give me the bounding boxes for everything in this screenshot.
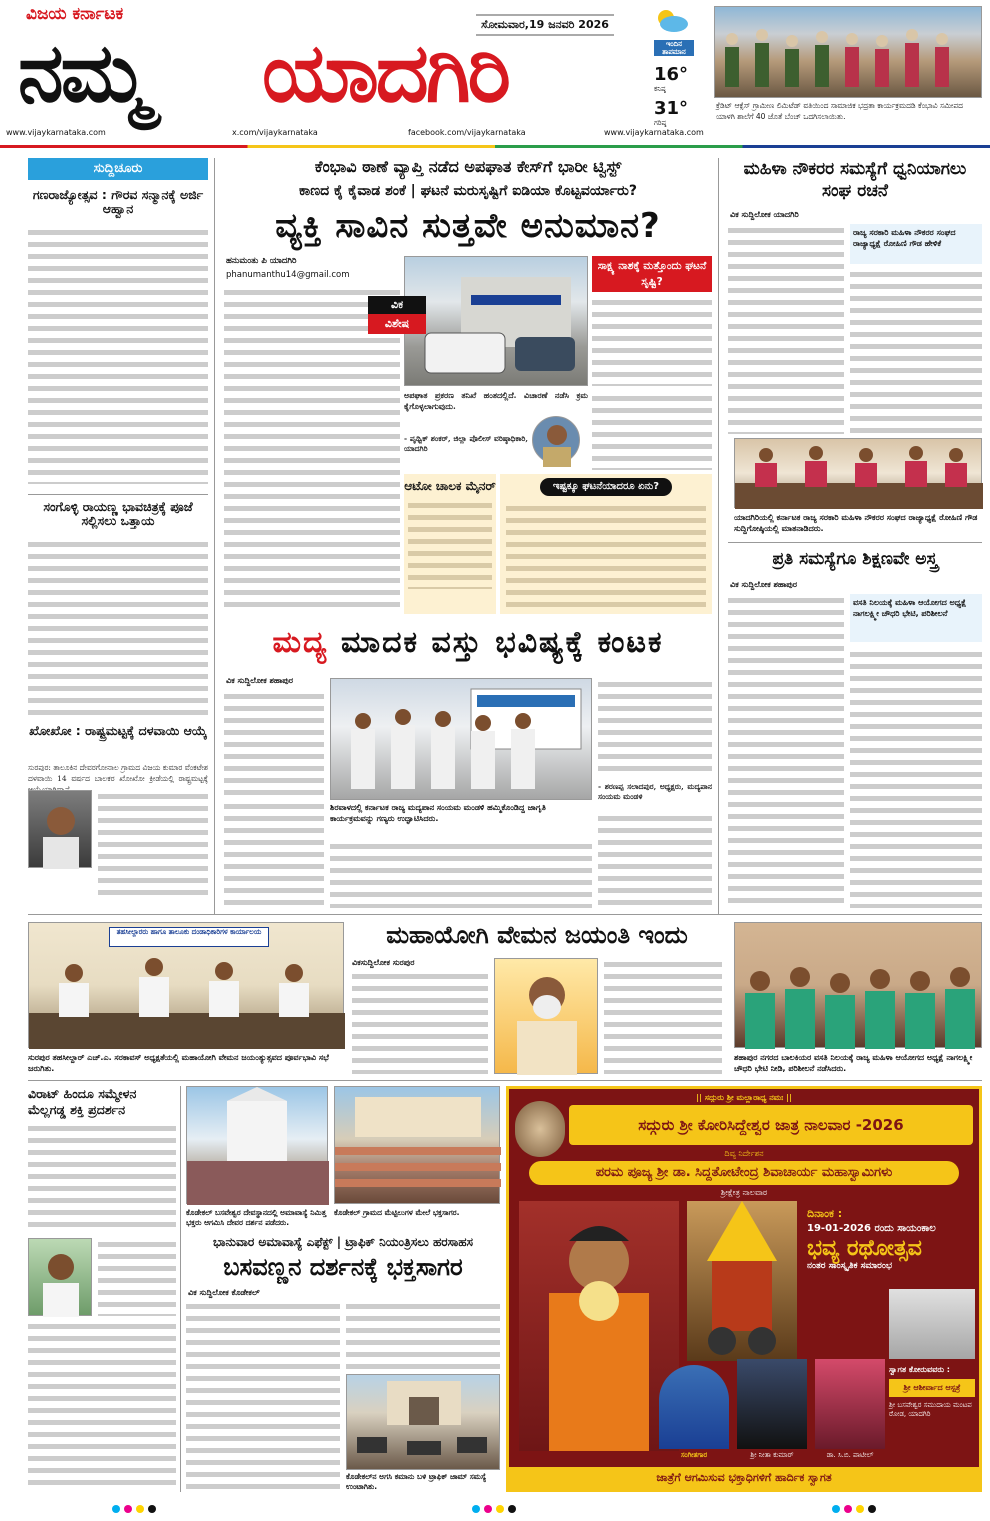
right-headline-2: ಪ್ರತಿ ಸಮಸ್ಯೆಗೂ ಶಿಕ್ಷಣವೇ ಅಸ್ತ್ರ (772, 549, 938, 569)
bottom-body-col-1 (186, 1300, 340, 1492)
link-web-1[interactable]: www.vijaykarnataka.com (6, 128, 106, 137)
cmyk-dots-icon (830, 1503, 890, 1515)
vemana-byline: ವಿಕಸುದ್ದಿಲೋಕ ಸುರಪುರ (352, 958, 415, 967)
link-row (0, 128, 990, 142)
lead-headline: ವ್ಯಕ್ತಿ ಸಾವಿನ ಸುತ್ತವೇ ಅನುಮಾನ? (275, 206, 661, 246)
right-byline-2: ವಿಕ ಸುದ್ದಿಲೋಕ ಶಹಾಪುರ (730, 580, 798, 589)
ad-presence: ದಿವ್ಯ ನಿರ್ದೇಶನ (724, 1149, 764, 1158)
vemana-photo-caption: ಸುರಪುರ ತಹಸೀಲ್ದಾರ್ ಎಚ್.ಎ. ಸರಕಾವಸ್ ಅಧ್ಯಕ್ಷತೆಯಲ್ಲಿ ಮಹಾಯೋಗಿ ವೇಮನ ಜಯಂತ್ಯುತ್ಸವದ ಪೂರ್ವಭಾವಿ ಸಭೆ ಜರುಗಿತು. (28, 1053, 329, 1073)
link-web-2[interactable]: www.vijaykarnataka.com (604, 128, 704, 137)
registration-marks-left (110, 1500, 170, 1512)
liquor-event-photo (330, 678, 592, 800)
liquor-body-col-3b (598, 812, 712, 908)
press-meet-image (735, 439, 983, 509)
hostel-photo-caption: ಶಹಾಪುರ ನಗರದ ಬಾಲಕಿಯರ ವಸತಿ ನಿಲಯಕ್ಕೆ ರಾಜ್ಯ ಮಹಿಳಾ ಆಯೋಗದ ಅಧ್ಯಕ್ಷೆ ನಾಗಲಕ್ಷ್ಮೀ ಚೌಧರಿ ಭೇಟಿ ನೀಡಿ, ಪರಿಶೀಲನೆ ನಡೆಸಿದರು. (734, 1053, 973, 1073)
player-photo (28, 790, 92, 868)
right-headline-1: ಮಹಿಳಾ ನೌಕರರ ಸಮಸ್ಯೆಗೆ ಧ್ವನಿಯಾಗಲು ಸಂಘ ರಚನೆ (743, 159, 967, 201)
swamiji-image (519, 1201, 679, 1451)
ad-date-value: 19-01-2026 ರಂದು ಸಾಯಂಕಾಲ (807, 1223, 936, 1234)
question-box-body (506, 502, 706, 608)
left-article-2-body (28, 538, 208, 718)
liquor-body-col-2 (330, 840, 592, 908)
masthead-color-strip (0, 145, 990, 148)
liquor-event-image (331, 679, 593, 801)
liquor-headline (224, 626, 712, 659)
hospital-building-image (889, 1289, 975, 1359)
registration-marks-center (470, 1500, 530, 1512)
right-box-1: ರಾಜ್ಯ ಸರಕಾರಿ ಮಹಿಳಾ ನೌಕರರ ಸಂಘದ ರಾಜ್ಯಾಧ್ಯಕ್ಷೆ ರೋಹಿಣಿ ಗೌಡ ಹೇಳಿಕೆ (850, 224, 982, 264)
lead-kicker: ಕೆಂಭಾವಿ ಠಾಣೆ ವ್ಯಾಪ್ತಿ ನಡೆದ ಅಪಘಾತ ಕೇಸ್‌ಗೆ ಭಾರೀ ಟ್ವಿಸ್ಟ್ (314, 157, 622, 176)
brand-name: ವಿಜಯ ಕರ್ನಾಟಕ (26, 4, 124, 24)
hostel-visit-photo (734, 922, 982, 1048)
right-article-2-col-1 (728, 594, 844, 908)
sp-portrait-image (533, 417, 581, 465)
bottom-left-body-3 (28, 1320, 176, 1490)
vemana-body-col-3 (604, 958, 722, 1074)
divider (28, 1080, 982, 1081)
left-article-3-dateline: ಸುರಪುರ: ತಾಲೂಕಿನ ದೇವರಗೋನಾಲ ಗ್ರಾಮದ ವಿಜಯ ಕುಮಾರ ವೆಂಕಟೇಶ ದಳವಾಯಿ 14 ವರ್ಷದ ಬಾಲಕರ ಖೋಖೋ ಕ್ರೀಡೆಯಲ್ಲಿ ರಾಷ್ಟ್ರಮಟ್ಟಕ್ಕೆ (28, 763, 208, 783)
auto-box-body (408, 499, 492, 589)
ad-top-line: || ಸದ್ಗುರು ಶ್ರೀ ಮಲ್ಲಾರಾಧ್ಯ ನಮಃ || (696, 1093, 792, 1102)
cmyk-dots-icon (470, 1503, 530, 1515)
bottom-left-body-2 (98, 1238, 176, 1316)
ad-hospital-address: ಶ್ರೀ ಬಸವೇಶ್ವರ ಸಮುದಾಯ ಮಂಟಪ ರೋಡ, ಯಾದಗಿರಿ (889, 1401, 972, 1418)
auto-driver-box (404, 474, 496, 614)
vemana-body-col-1 (352, 970, 488, 1074)
question-box (500, 474, 712, 614)
player-portrait-image (29, 791, 93, 869)
right-box-2: ವಸತಿ ನಿಲಯಕ್ಕೆ ಮಹಿಳಾ ಆಯೋಗದ ಅಧ್ಯಕ್ಷೆ ನಾಗಲಕ್ಷ್ಮೀ ಚೌಧರಿ ಭೇಟಿ, ಪರಿಶೀಲನೆ (850, 594, 982, 642)
ad-guru: ಪರಮ ಪೂಜ್ಯ ಶ್ರೀ ಡಾ. ಸಿದ್ದತೋಟೇಂದ್ರ ಶಿವಾಚಾರ್ಯ ಮಹಾಸ್ವಾಮಿಗಳು (529, 1161, 959, 1185)
liquor-headline-accent: ಮದ್ಯ (272, 625, 329, 660)
vika-special-badge (368, 296, 426, 340)
bottom-kicker: ಭಾನುವಾರ ಅಮಾವಾಸ್ಯೆ ಎಫೆಕ್ಟ್ | ಟ್ರಾಫಿಕ್ ನಿಯಂತ್ರಿಸಲು ಹರಸಾಹಸ (213, 1235, 473, 1249)
left-headline-1: ಗಣರಾಜ್ಯೋತ್ಸವ : ಗೌರವ ಸನ್ಮಾನಕ್ಕೆ ಅರ್ಜಿ ಆಹ್ವಾನ (32, 187, 204, 216)
bottom-left-body-1 (28, 1122, 176, 1232)
ad-place: ಶ್ರೀಕ್ಷೇತ್ರ ನಾಲವಾರ (720, 1188, 768, 1197)
liquor-signature: - ಶರಣಪ್ಪ ಸಲಾದಪುರ, ಅಧ್ಯಕ್ಷರು, ಮದ್ಯಪಾನ ಸಂಯಮ ಮಂಡಳಿ (598, 782, 712, 801)
link-x[interactable]: x.com/vijaykarnataka (232, 128, 318, 137)
right-article-1-col-1 (728, 224, 844, 434)
bottom-byline: ವಿಕ ಸುದ್ದಿಲೋಕ ಕೊಡೇಕಲ್ (188, 1288, 260, 1297)
person-portrait-image (29, 1239, 93, 1317)
left-article-3-body (98, 790, 208, 900)
link-facebook[interactable]: facebook.com/vijaykarnataka (408, 128, 526, 137)
badge-top: ವಿಕ (368, 296, 426, 314)
top-photo-caption: ಕ್ರೆಡಿಟ್ ಆಕ್ಸೆಸ್ ಗ್ರಾಮೀಣ ಲಿಮಿಟೆಡ್ ವತಿಯಿಂದ ಸಾಮಾಜಿಕ ಭದ್ರತಾ ಕಾರ್ಯಕ್ರಮದಡಿ ಕೆಂಭಾವಿ ಸಮೀಪದ ಯಾಳಗಿ ಶಾಲೆಗೆ 40 ಜೊತೆ ಬೆಂಚ್ ಒದಗಿಸಲಾಯಿತು. (716, 101, 963, 121)
traffic-jam-image (347, 1375, 501, 1471)
temple-photo-a (186, 1086, 328, 1204)
ad-event-block (807, 1207, 975, 1287)
temple-photo-a-caption: ಕೊಡೇಕಲ್ ಬಸವೇಶ್ವರ ದೇವಸ್ಥಾನದಲ್ಲಿ ಅಮಾವಾಸ್ಯೆ ನಿಮಿತ್ತ ಭಕ್ತರು ಆಗಮಿಸಿ ದೇವರ ದರ್ಶನ ಪಡೆದರು. (186, 1208, 327, 1227)
bottom-headline: ಬಸವಣ್ಣನ ದರ್ಶನಕ್ಕೆ ಭಕ್ತಸಾಗರ (223, 1253, 463, 1281)
temple-photo-b-caption: ಕೊಡೇಕಲ್ ಗ್ರಾಮದ ಮೆಟ್ಟಿಲುಗಳ ಮೇಲೆ ಭಕ್ತಸಾಗರ. (334, 1208, 460, 1217)
ad-date-label: ದಿನಾಂಕ : (807, 1207, 843, 1220)
top-photo-people-image (715, 7, 983, 99)
lead-quote: ಅಪಘಾತ ಪ್ರಕರಣ ತನಿಖೆ ಹಂತದಲ್ಲಿದೆ. ವಿಚಾರಣೆ ನಡೆಸಿ ಕ್ರಮ ಕೈಗೊಳ್ಳಲಾಗುವುದು. (404, 390, 588, 411)
masthead-title-right: ಯಾದಗಿರಿ (262, 26, 508, 121)
liquor-byline: ವಿಕ ಸುದ್ದಿಲೋಕ ಶಹಾಪುರ (226, 676, 294, 685)
right-article-2-col-2 (850, 648, 982, 908)
temple-crowd-image (187, 1087, 329, 1205)
ad-event-sub: ನಂತರ ಸಾಂಸ್ಕೃತಿಕ ಸಮಾರಂಭ (807, 1261, 893, 1271)
divider (28, 494, 208, 495)
top-photo (714, 6, 982, 98)
doctor-photo-2 (815, 1359, 885, 1449)
lead-box-title: ಸಾಕ್ಷ್ಯ ನಾಶಕ್ಕೆ ಮತ್ತೊಂದು ಘಟನೆ ಸೃಷ್ಟಿ? (592, 256, 712, 292)
ad-title: ಸದ್ಗುರು ಶ್ರೀ ಕೋರಿಸಿದ್ದೇಶ್ವರ ಜಾತ್ರ ನಾಲವಾರ -2026 (569, 1105, 973, 1145)
column-divider (718, 158, 719, 914)
vemana-portrait-image (495, 959, 599, 1075)
left-headline-3: ಖೋಖೋ : ರಾಷ್ಟ್ರಮಟ್ಟಕ್ಕೆ ದಳವಾಯಿ ಆಯ್ಕೆ (29, 723, 207, 738)
lead-subkicker: ಕಾಣದ ಕೈ ಕೈವಾಡ ಶಂಕೆ | ಘಟನೆ ಮರುಸೃಷ್ಟಿಗೆ ಐಡಿಯಾ ಕೊಟ್ಟವರ್ಯಾರು? (298, 183, 638, 199)
question-box-title: ಇಷ್ಟಕ್ಕೂ ಘಟನೆಯಾದರೂ ಏನು? (540, 478, 672, 496)
left-article-1-body (28, 226, 208, 484)
issue-date: ಸೋಮವಾರ,19 ಜನವರಿ 2026 (476, 14, 614, 36)
vemana-headline: ಮಹಾಯೋಗಿ ವೇಮನ ಜಯಂತಿ ಇಂದು (386, 921, 688, 949)
weather-label: ಇಂದಿನ ತಾಪಮಾನ (654, 40, 694, 56)
liquor-body-col-3 (598, 678, 712, 778)
weather-cloud-icon (654, 8, 690, 34)
sp-portrait (532, 416, 580, 464)
traffic-photo (346, 1374, 500, 1470)
temp-min: 16° (654, 64, 689, 85)
police-station-photo (404, 256, 588, 386)
lead-email: phanumanthu14@gmail.com (226, 270, 350, 280)
temp-max-label: ಗರಿಷ್ಠ (654, 119, 667, 127)
hostel-visit-image (735, 923, 983, 1049)
masthead-title-left: ನಮ್ಮ (18, 26, 147, 121)
temple-steps-image (335, 1087, 501, 1205)
bottom-body-col-2 (346, 1300, 500, 1370)
vemana-portrait (494, 958, 598, 1074)
temple-photo-b (334, 1086, 500, 1204)
left-headline-2: ಸಂಗೊಳ್ಳಿ ರಾಯಣ್ಣ ಭಾವಚಿತ್ರಕ್ಕೆ ಪೂಜೆ ಸಲ್ಲಿಸಲು ಒತ್ತಾಯ (43, 499, 193, 528)
liquor-body-col-1 (224, 690, 324, 796)
liquor-caption: ಶಿರವಾಳದಲ್ಲಿ ಕರ್ನಾಟಕ ರಾಜ್ಯ ಮದ್ಯಪಾನ ಸಂಯಮ ಮಂಡಳಿ ಹಮ್ಮಿಕೊಂಡಿದ್ದ ಜಾಗೃತಿ ಕಾರ್ಯಕ್ರಮವನ್ನು ಗಣ್ಯರು ಉದ್ಘಾಟಿಸಿದರು. (330, 803, 546, 823)
right-byline-1: ವಿಕ ಸುದ್ದಿಲೋಕ ಯಾದಗಿರಿ (730, 210, 799, 219)
right-photo-1-caption: ಯಾದಗಿರಿಯಲ್ಲಿ ಕರ್ನಾಟಕ ರಾಜ್ಯ ಸರಕಾರಿ ಮಹಿಳಾ ನೌಕರರ ಸಂಘದ ರಾಜ್ಯಾಧ್ಯಕ್ಷೆ ರೋಹಿಣಿ ಗೌಡ ಸುದ್ದಿಗೋಷ್ಠಿಯಲ್ಲಿ ಮಾತನಾಡಿದರು. (734, 513, 978, 533)
ad-footer: ಜಾತ್ರೆಗೆ ಆಗಮಿಸುವ ಭಕ್ತಾಧಿಗಳಿಗೆ ಹಾರ್ದಿಕ ಸ್ವಾಗತ (509, 1467, 979, 1489)
section-header: ಸುದ್ದಿಚೂರು (28, 158, 208, 180)
lead-byline: ಹನುಮಂತು ಪಿ ಯಾದಗಿರಿ (226, 256, 297, 266)
column-divider (214, 158, 215, 914)
singer-photo (659, 1365, 729, 1449)
masthead (0, 0, 990, 148)
lead-body-col-3 (592, 392, 712, 470)
ad-hospital: ಶ್ರೀ ಆಶೀರ್ವಾದ ಆಸ್ಪತ್ರೆ (889, 1379, 975, 1397)
cmyk-dots-icon (110, 1503, 170, 1515)
liquor-body-col-1b (224, 800, 324, 908)
ad-name-2: ಶ್ರೀ ನೀತಾ ಕುಮಾರ್ (750, 1451, 794, 1459)
doctor-photo-1 (737, 1359, 807, 1449)
lead-quote-by: - ಪೃಥ್ವಿಕ್ ಶಂಕರ್, ಜಿಲ್ಲಾ ಪೊಲೀಸ್ ವರಿಷ್ಠಾಧಿಕಾರಿ, ಯಾದಗಿರಿ (404, 434, 528, 453)
auto-box-title: ಆಟೋ ಚಾಲಕ ಮೈನರ್ (404, 479, 496, 493)
temp-max: 31° (654, 98, 689, 119)
bottom-left-headline: ವಿರಾಟ್ ಹಿಂದೂ ಸಮ್ಮೇಳನ ಮೆಲ್ಲಗಡ್ಡ ಶಕ್ತಿ ಪ್ರದರ್ಶನ (28, 1086, 137, 1117)
ad-welcome-label: ಸ್ವಾಗತ ಕೋರುವವರು : (889, 1365, 950, 1374)
registration-marks-right (830, 1500, 890, 1512)
meeting-image (29, 923, 345, 1049)
column-divider (180, 1086, 181, 1492)
weather-widget (654, 8, 694, 128)
lead-box-body (592, 296, 712, 386)
ad-name-3: ಡಾ. ಸಿ.ಬಿ. ಪಾಟೀಲ್ (826, 1451, 874, 1459)
jatra-advertisement (506, 1086, 982, 1492)
divider (28, 914, 982, 915)
right-article-1-col-2 (850, 268, 982, 434)
divider (728, 542, 982, 543)
temp-min-label: ಕನಿಷ್ಠ (654, 85, 666, 93)
traffic-photo-caption: ಕೊಡೇಕಲ್‌ನ ಅಗಸಿ ಕಮಾನು ಬಳಿ ಟ್ರಾಫಿಕ್ ಜಾಮ್ ಸಮಸ್ಯೆ ಉಂಟಾಗಿತು. (346, 1472, 487, 1491)
ad-event: ಭವ್ಯ ರಥೋತ್ಸವ (807, 1236, 922, 1261)
liquor-headline-rest: ಮಾದಕ ವಸ್ತು ಭವಿಷ್ಯಕ್ಕೆ ಕಂಟಕ (341, 625, 664, 660)
swamiji-portrait (519, 1201, 679, 1451)
chariot-image (687, 1201, 797, 1361)
right-photo-1 (734, 438, 982, 508)
bottom-left-portrait (28, 1238, 92, 1316)
ratha-icon (687, 1201, 797, 1361)
office-board: ತಹಸೀಲ್ದಾರರು ಹಾಗೂ ತಾಲೂಕು ದಂಡಾಧಿಕಾರಿಗಳ ಕಾರ್ಯಾಲಯ (109, 927, 269, 947)
ad-name-1: ಸಂಗೀತಗಾರ (680, 1451, 708, 1459)
police-station-image (405, 257, 589, 387)
badge-bottom: ವಿಶೇಷ (368, 314, 426, 334)
vemana-meeting-photo (28, 922, 344, 1048)
